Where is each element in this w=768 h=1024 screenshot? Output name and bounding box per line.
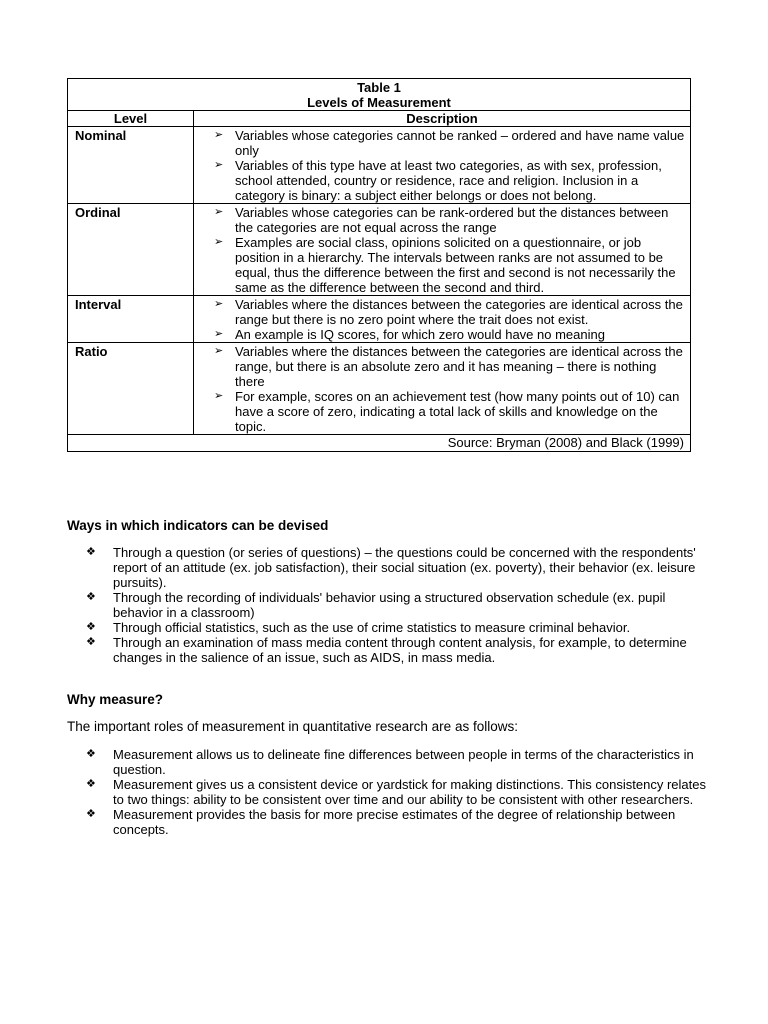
table-source: Source: Bryman (2008) and Black (1999) [68, 435, 691, 452]
indicators-section [67, 518, 707, 665]
list-item [86, 747, 707, 777]
arrow-bullet-icon: ➢ [214, 345, 224, 357]
level-description [194, 343, 691, 435]
indicators-heading: Ways in which indicators can be devised [67, 518, 329, 533]
table-subtitle: Levels of Measurement [307, 95, 451, 110]
bullet-text: Variables whose categories cannot be ranked – ordered and have name value only [235, 128, 685, 158]
list-item-text: Through the recording of individuals' behavior using a structured observation schedule (ex. pupil behavior in a classroom) [113, 590, 666, 620]
arrow-bullet-icon: ➢ [214, 328, 224, 340]
description-bullet [214, 389, 686, 434]
bullet-text: For example, scores on an achievement test (how many points out of 10) can have a score of zero, indicating a total lack of skills and knowledge on the topic. [235, 389, 680, 434]
levels-of-measurement-table [67, 78, 691, 452]
diamond-bullet-icon: ❖ [86, 546, 96, 558]
description-bullet [214, 344, 686, 389]
list-item-text: Measurement allows us to delineate fine differences between people in terms of the characteristics in question. [113, 747, 694, 777]
level-name: Nominal [68, 127, 194, 204]
bullet-text: An example is IQ scores, for which zero would have no meaning [235, 327, 605, 342]
why-measure-list [67, 747, 707, 837]
diamond-bullet-icon: ❖ [86, 591, 96, 603]
level-description [194, 204, 691, 296]
description-bullet [214, 235, 686, 295]
diamond-bullet-icon: ❖ [86, 748, 96, 760]
arrow-bullet-icon: ➢ [214, 390, 224, 402]
table-row [68, 204, 691, 296]
level-name: Interval [68, 296, 194, 343]
bullet-text: Examples are social class, opinions solicited on a questionnaire, or job position in a hierarchy. The intervals between ranks are not assumed to be equal, thus the difference between the first and second is not necessarily the same as the difference between the second and third. [235, 235, 676, 295]
table-row [68, 127, 691, 204]
list-item-text: Through official statistics, such as the use of crime statistics to measure criminal behavior. [113, 620, 631, 635]
arrow-bullet-icon: ➢ [214, 298, 224, 310]
level-name: Ordinal [68, 204, 194, 296]
list-item-text: Measurement provides the basis for more precise estimates of the degree of relationship between concepts. [113, 807, 676, 837]
table-caption [68, 79, 691, 111]
table-row [68, 343, 691, 435]
diamond-bullet-icon: ❖ [86, 636, 96, 648]
header-level: Level [68, 111, 194, 127]
description-bullet [214, 128, 686, 158]
description-bullet [214, 205, 686, 235]
level-name: Ratio [68, 343, 194, 435]
list-item [86, 777, 707, 807]
arrow-bullet-icon: ➢ [214, 236, 224, 248]
list-item-text: Through a question (or series of questions) – the questions could be concerned with the respondents' report of an attitude (ex. job satisfaction), their social situation (ex. poverty), their behavior (ex. leisure pursuits). [113, 545, 696, 590]
bullet-text: Variables whose categories can be rank-ordered but the distances between the categories are not equal across the range [235, 205, 669, 235]
why-measure-intro: The important roles of measurement in quantitative research are as follows: [67, 719, 518, 734]
bullet-text: Variables of this type have at least two categories, as with sex, profession, school attended, country or residence, race and religion. Inclusion in a category is binary: a subject either belongs or does not belong. [235, 158, 662, 203]
description-bullet [214, 158, 686, 203]
level-description [194, 296, 691, 343]
indicators-list [67, 545, 707, 665]
diamond-bullet-icon: ❖ [86, 621, 96, 633]
why-measure-section [67, 692, 707, 837]
diamond-bullet-icon: ❖ [86, 778, 96, 790]
why-measure-heading: Why measure? [67, 692, 164, 707]
bullet-text: Variables where the distances between the categories are identical across the range, but there is an absolute zero and it has meaning – there is nothing there [235, 344, 683, 389]
arrow-bullet-icon: ➢ [214, 206, 224, 218]
list-item [86, 807, 707, 837]
level-description [194, 127, 691, 204]
header-description: Description [194, 111, 691, 127]
list-item [86, 590, 707, 620]
diamond-bullet-icon: ❖ [86, 808, 96, 820]
arrow-bullet-icon: ➢ [214, 129, 224, 141]
list-item-text: Through an examination of mass media content through content analysis, for example, to determine changes in the salience of an issue, such as AIDS, in mass media. [113, 635, 687, 665]
bullet-text: Variables where the distances between the categories are identical across the range but there is no zero point where the trait does not exist. [235, 297, 683, 327]
table-title: Table 1 [357, 80, 401, 95]
list-item [86, 545, 707, 590]
list-item-text: Measurement gives us a consistent device or yardstick for making distinctions. This consistency relates to two things: ability to be consistent over time and our ability to be consistent with other researchers. [113, 777, 706, 807]
table-row [68, 296, 691, 343]
list-item [86, 620, 707, 635]
arrow-bullet-icon: ➢ [214, 159, 224, 171]
list-item [86, 635, 707, 665]
description-bullet [214, 327, 686, 342]
description-bullet [214, 297, 686, 327]
